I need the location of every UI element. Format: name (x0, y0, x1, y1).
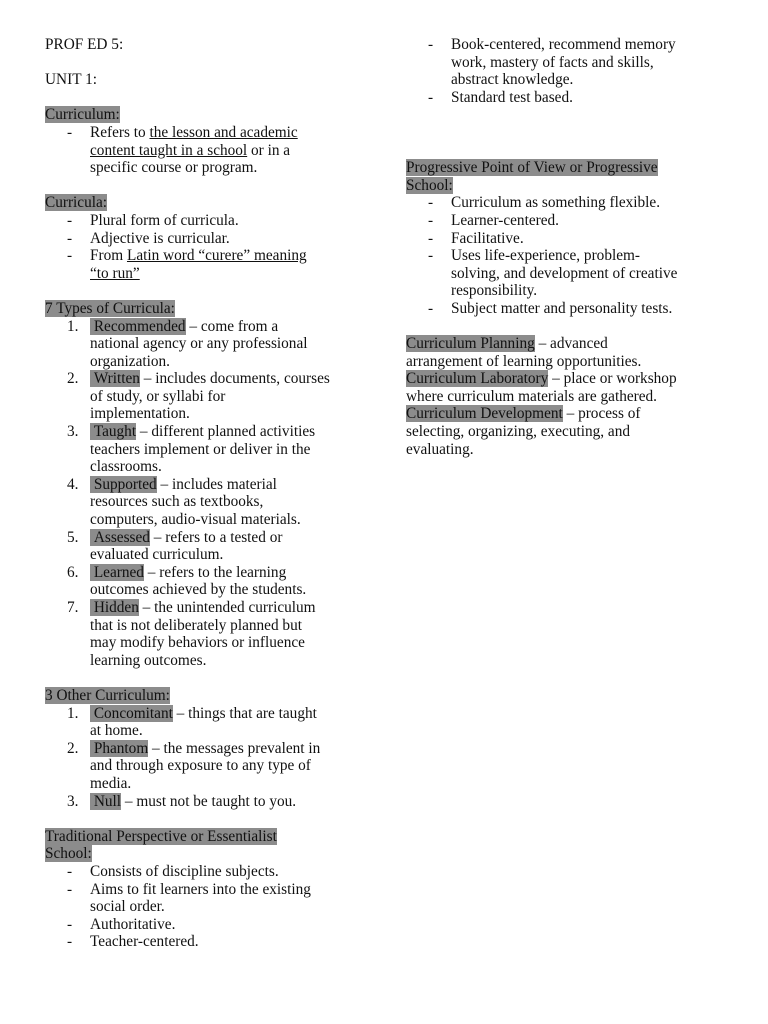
progressive-heading: Progressive Point of View or Progressive (406, 159, 658, 177)
dash-bullet: - (428, 211, 434, 229)
dash-bullet: - (67, 880, 73, 898)
curricula-type-item: 7. Hidden – the unintended curriculum that is not deliberately planned but may modify behaviors or influence learning outcomes. (67, 599, 316, 669)
dash-bullet: - (67, 123, 73, 141)
doc-title: PROF ED 5: (45, 36, 124, 53)
traditional-item: - Aims to fit learners into the existing social order. (67, 880, 311, 916)
curricula-item: - Plural form of curricula. (67, 211, 239, 229)
curricula-type-item: 6. Learned – refers to the learning outcomes achieved by the students. (67, 563, 307, 599)
curricula-heading: Curricula: (45, 194, 108, 212)
dash-bullet: - (428, 247, 434, 265)
other-curriculum-item: 1. Concomitant – things that are taught at home. (67, 704, 317, 740)
other-heading: 3 Other Curriculum: (45, 686, 170, 704)
progressive-item: - Uses life-experience, problem- solving, and development of creative responsibility. (428, 247, 678, 300)
curriculum-heading: Curriculum: (45, 106, 120, 124)
item-number: 1. (67, 317, 79, 335)
traditional-item: - Standard test based. (428, 88, 573, 106)
dash-bullet: - (428, 194, 434, 212)
term-highlight: Curriculum Development (406, 405, 563, 423)
term-highlight: Recommended (90, 317, 186, 335)
dash-bullet: - (428, 299, 434, 317)
other-curriculum-item: 2. Phantom – the messages prevalent in and through exposure to any type of media. (67, 739, 321, 792)
traditional-heading: Traditional Perspective or Essentialist (45, 827, 277, 845)
progressive-item: - Learner-centered. (428, 211, 559, 229)
item-number: 5. (67, 528, 79, 546)
term-highlight: Assessed (90, 528, 150, 546)
item-number: 3. (67, 792, 79, 810)
definition-entry: Curriculum Planning – advanced arrangement of learning opportunities. (406, 335, 642, 370)
traditional-list (45, 863, 375, 951)
progressive-item: - Facilitative. (428, 229, 524, 247)
traditional-list-continued (406, 36, 736, 106)
item-number: 2. (67, 370, 79, 388)
term-highlight: Written (90, 370, 140, 388)
curricula-type-item: 3. Taught – different planned activities teachers implement or deliver in the classrooms. (67, 423, 316, 476)
curricula-type-item: 4. Supported – includes material resources such as textbooks, computers, audio-visual materials. (67, 475, 301, 529)
progressive-list (406, 194, 736, 317)
item-number: 3. (67, 423, 79, 441)
other-curriculum-item: 3. Null – must not be taught to you. (67, 792, 297, 810)
progressive-heading-2: School: (406, 176, 453, 194)
term-highlight: Supported (90, 475, 157, 493)
traditional-item: - Teacher-centered. (67, 933, 199, 951)
curriculum-definition: - Refers to the lesson and academic content taught in a school or in a specific course or program. (67, 123, 298, 177)
definition-entry: Curriculum Laboratory – place or workshop where curriculum materials are gathered. (406, 370, 677, 405)
dash-bullet: - (67, 915, 73, 933)
traditional-item: - Consists of discipline subjects. (67, 862, 279, 880)
curricula-type-item: 5. Assessed – refers to a tested or evaluated curriculum. (67, 528, 283, 564)
other-list (45, 705, 375, 811)
dash-bullet: - (428, 229, 434, 247)
term-highlight: Phantom (90, 739, 149, 757)
term-highlight: Learned (90, 563, 144, 581)
item-number: 2. (67, 739, 79, 757)
dash-bullet: - (428, 88, 434, 106)
right-column (406, 36, 736, 458)
types-heading: 7 Types of Curricula: (45, 299, 175, 317)
curricula-type-item: 1. Recommended – come from a national agency or any professional organization. (67, 317, 308, 370)
item-number: 4. (67, 475, 79, 493)
term-highlight: Null (90, 792, 122, 810)
left-column (45, 36, 375, 951)
unit-label: UNIT 1: (45, 71, 97, 89)
types-list (45, 318, 375, 670)
term-highlight: Curriculum Planning (406, 335, 535, 353)
definition-entry: Curriculum Development – process of selecting, organizing, executing, and evaluating. (406, 405, 641, 458)
term-highlight: Taught (90, 423, 137, 441)
curricula-type-item: 2. Written – includes documents, courses of study, or syllabi for implementation. (67, 370, 330, 423)
item-number: 7. (67, 599, 79, 616)
definitions (406, 335, 736, 458)
term-highlight: Hidden (90, 599, 139, 616)
progressive-item: - Subject matter and personality tests. (428, 299, 673, 317)
term-highlight: Concomitant (90, 704, 173, 722)
progressive-item: - Curriculum as something flexible. (428, 194, 661, 212)
traditional-heading-2: School: (45, 845, 92, 863)
dash-bullet: - (67, 862, 73, 880)
item-number: 1. (67, 704, 79, 722)
curricula-item: - Adjective is curricular. (67, 229, 230, 247)
curricula-item: - From Latin word “curere” meaning “to run” (67, 247, 307, 282)
traditional-item: - Book-centered, recommend memory work, mastery of facts and skills, abstract knowledge. (428, 36, 676, 89)
term-highlight: Curriculum Laboratory (406, 370, 549, 388)
item-number: 6. (67, 563, 79, 581)
traditional-item: - Authoritative. (67, 915, 176, 933)
dash-bullet: - (428, 36, 434, 53)
dash-bullet: - (67, 933, 73, 951)
